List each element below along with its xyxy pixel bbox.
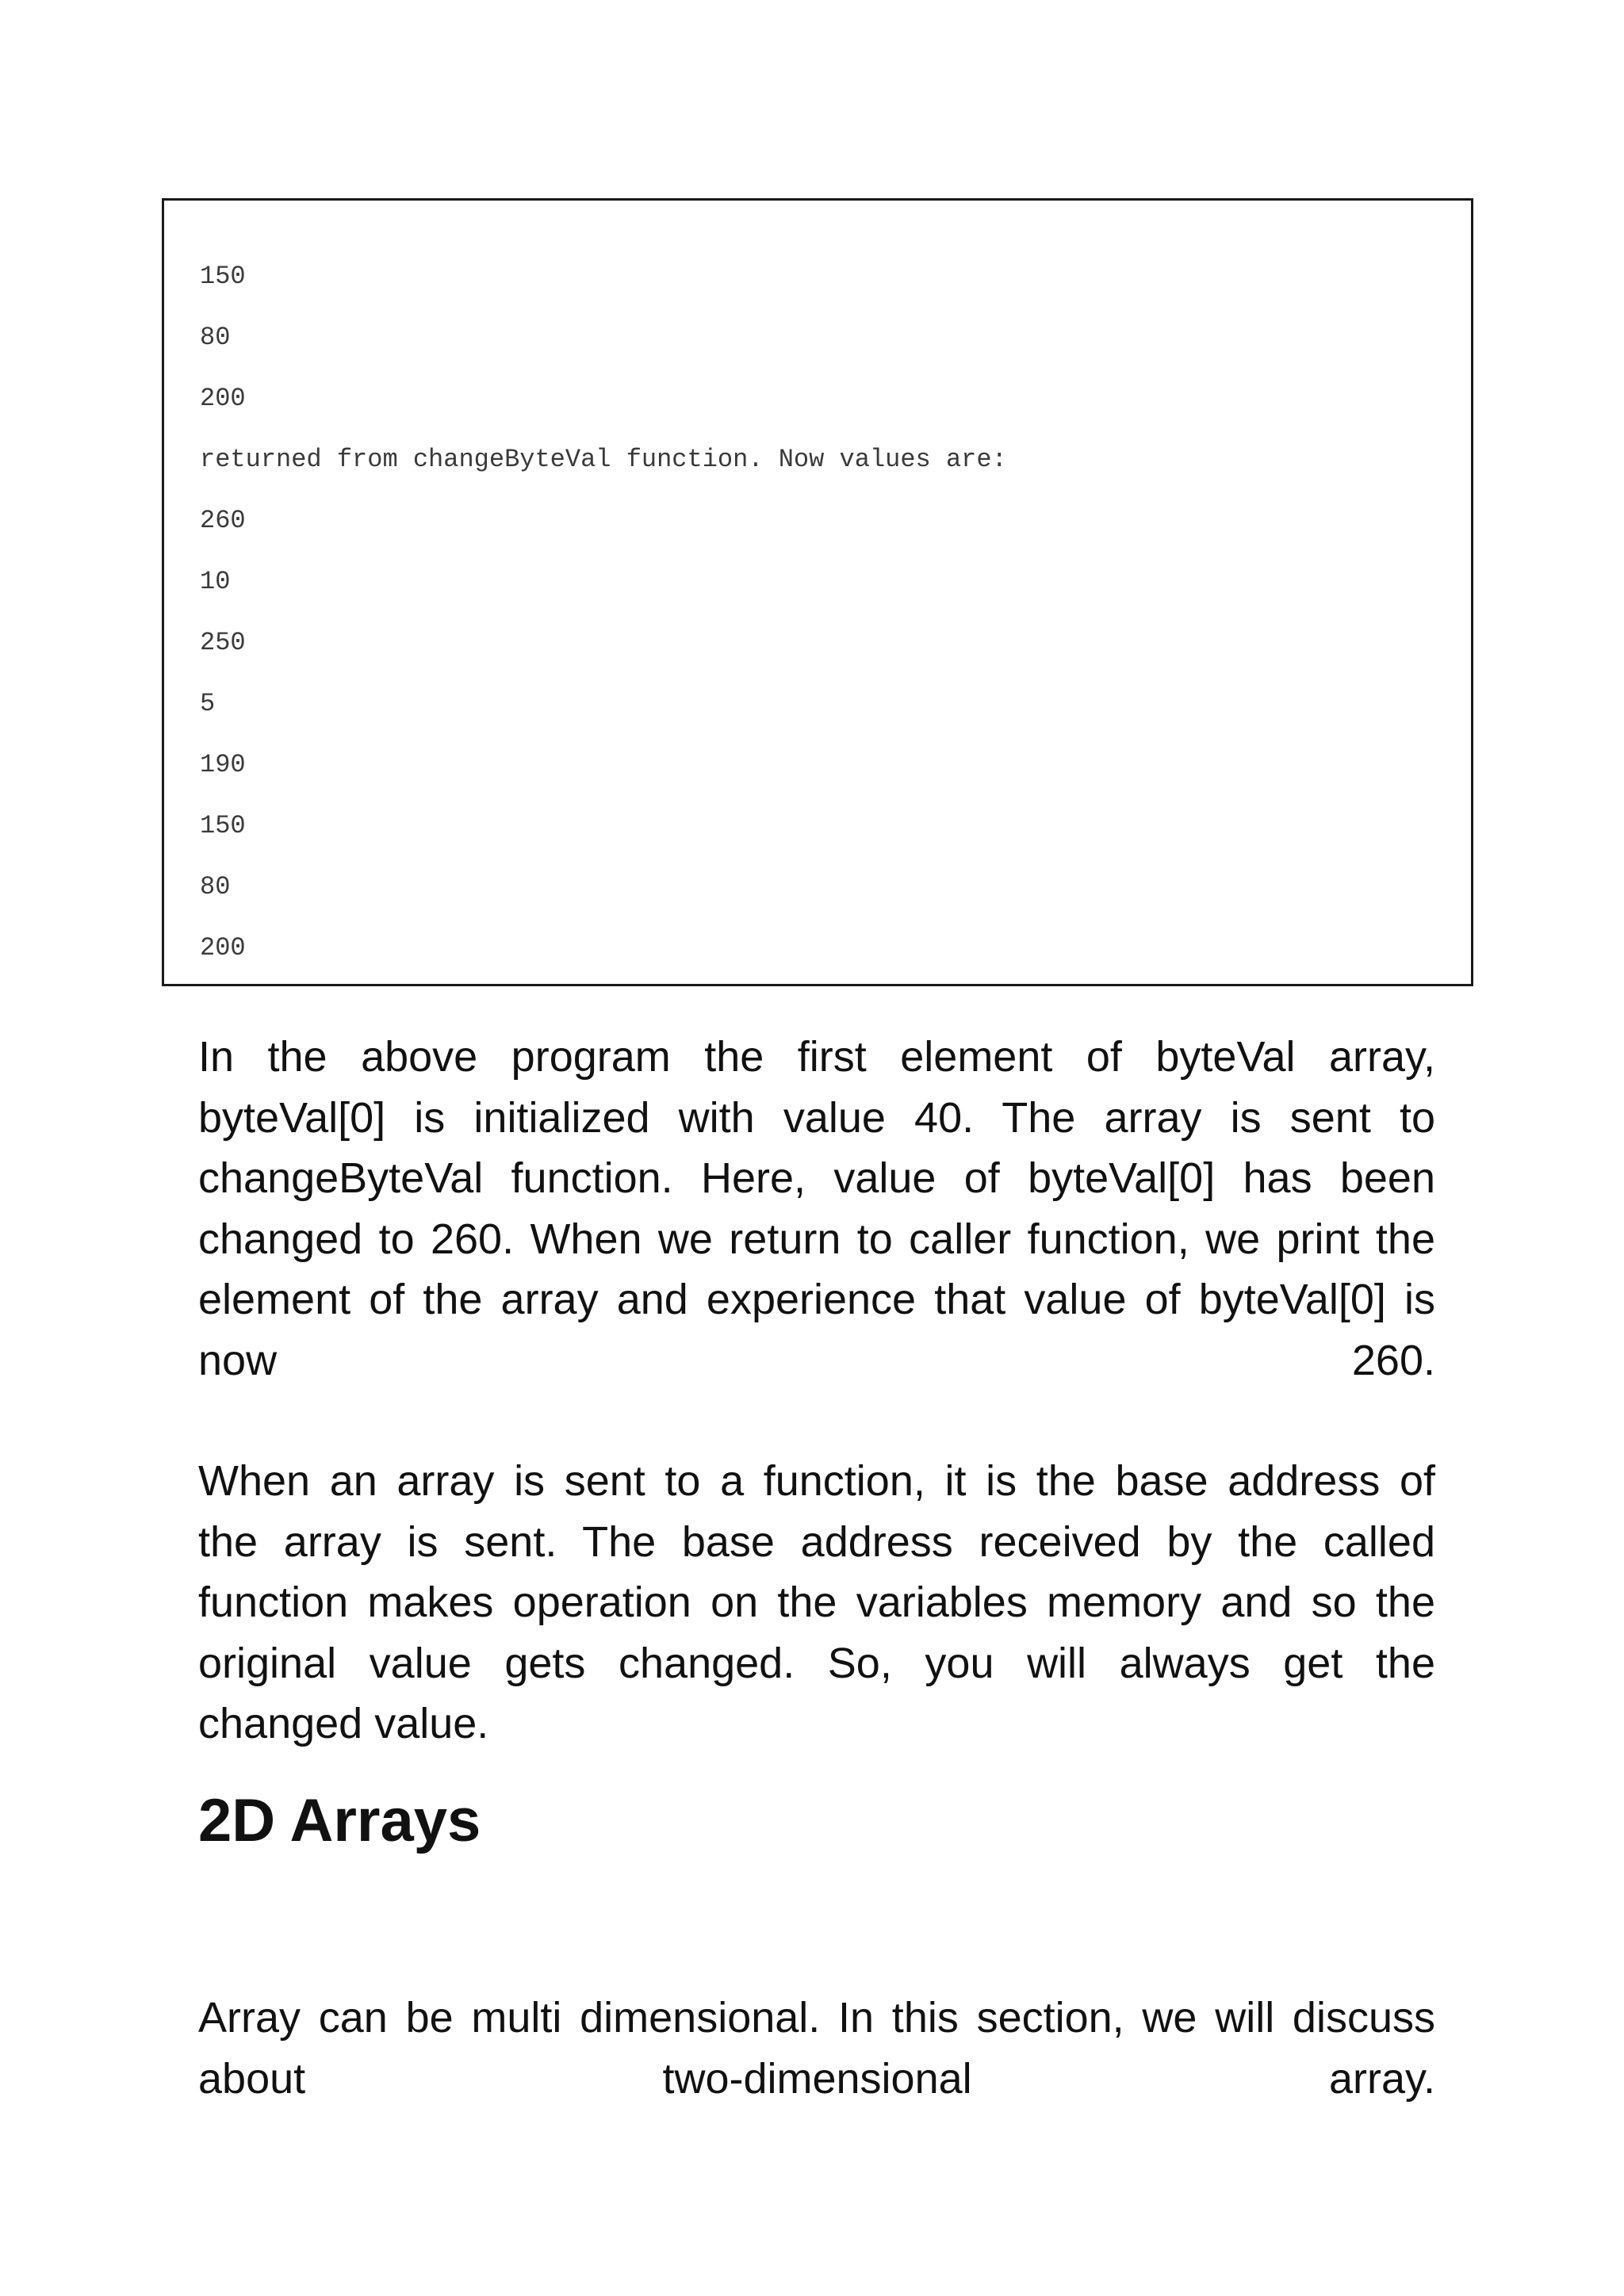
paragraph-multidimensional: [198, 1988, 1435, 2109]
code-output-line: 150: [200, 262, 246, 291]
section-heading: 2D Arrays: [198, 1787, 481, 1854]
paragraph-line: changeByteVal function. Here, value of byteVal[0] has been: [198, 1154, 1435, 1202]
paragraph-line: about two-dimensional array.: [198, 2054, 1435, 2103]
paragraph-line: element of the array and experience that value of byteVal[0] is: [198, 1276, 1435, 1323]
code-output-line: 80: [200, 872, 231, 901]
paragraph-line: original value gets changed. So, you will always get the: [198, 1639, 1435, 1687]
paragraph-base-address: [198, 1451, 1435, 1755]
code-output-line: 200: [200, 384, 246, 413]
code-output-line: returned from changeByteVal function. Now values are:: [200, 445, 1007, 474]
code-output-line: 80: [200, 323, 231, 352]
paragraph-line: byteVal[0] is initialized with value 40. The array is sent to: [198, 1093, 1435, 1142]
paragraph-line: now 260.: [198, 1336, 1435, 1384]
code-output-box: [162, 198, 1473, 986]
code-output-line: 190: [200, 750, 246, 779]
paragraph-line: When an array is sent to a function, it is the base address of: [198, 1457, 1435, 1505]
code-output-line: 200: [200, 933, 246, 962]
paragraph-explanation: [198, 1027, 1435, 1391]
paragraph-line: the array is sent. The base address received by the called: [198, 1517, 1435, 1566]
paragraph-line: changed to 260. When we return to caller function, we print the: [198, 1215, 1435, 1263]
code-output-line: 260: [200, 506, 246, 535]
code-output-line: 10: [200, 567, 231, 596]
paragraph-line: Array can be multi dimensional. In this section, we will discuss: [198, 1994, 1435, 2042]
paragraph-line: changed value.: [198, 1700, 489, 1747]
code-output-line: 5: [200, 689, 216, 718]
code-output-line: 250: [200, 628, 246, 657]
paragraph-line: function makes operation on the variables memory and so the: [198, 1578, 1435, 1626]
paragraph-line: In the above program the first element of byteVal array,: [198, 1033, 1435, 1081]
code-output-line: 150: [200, 811, 246, 840]
